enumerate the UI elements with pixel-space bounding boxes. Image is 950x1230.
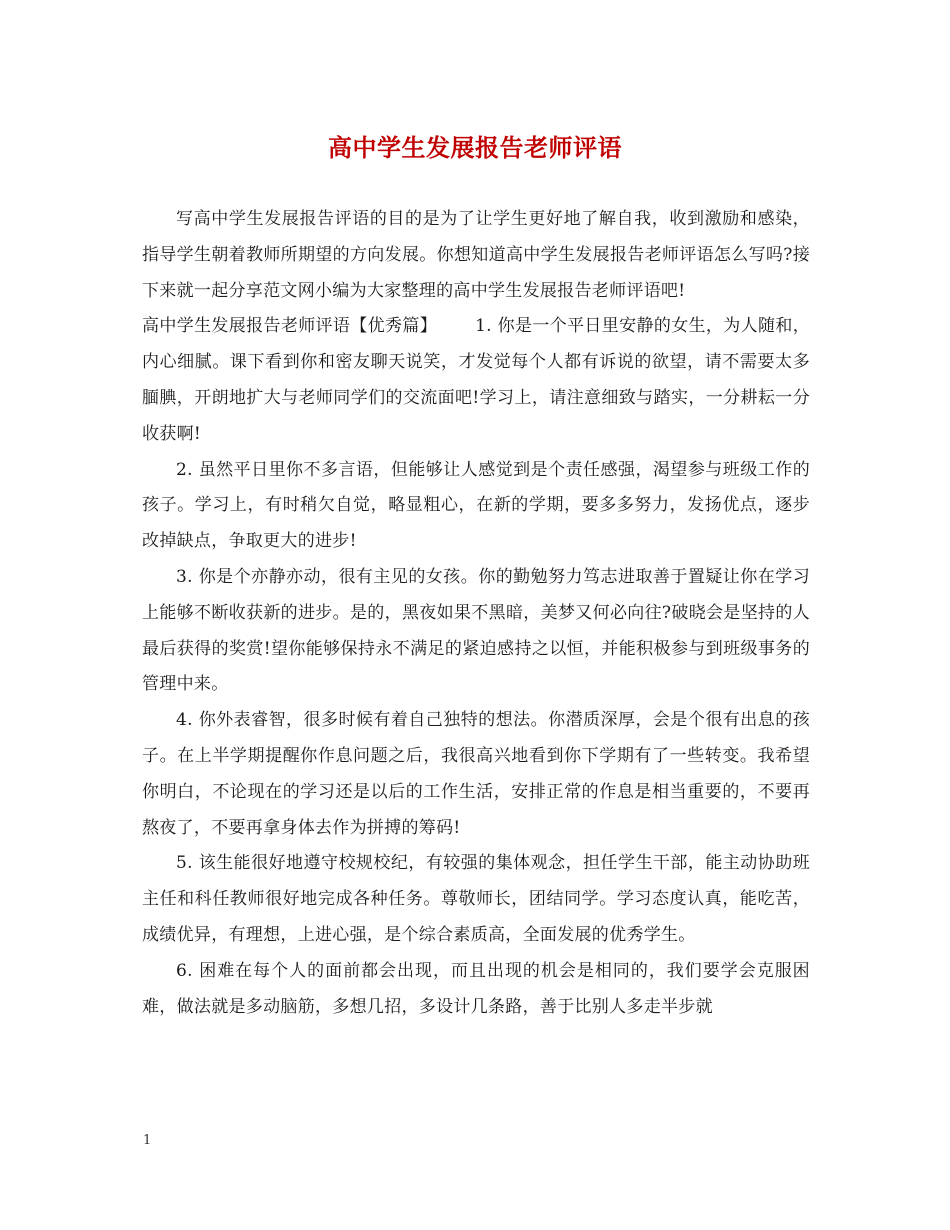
comment-item-1: 1. 你是一个平日里安静的女生，为人随和，内心细腻。课下看到你和密友聊天说笑，才发觉每个人都有诉说的欲望，请不需要太多腼腆，开朗地扩大与老师同学们的交流面吧!学习上，请注意细致与踏实，一分耕耘一分收获啊! (142, 316, 810, 444)
page-number: 1 (143, 1133, 152, 1148)
section-heading-line (142, 309, 810, 452)
comment-item-2: 2. 虽然平日里你不多言语，但能够让人感觉到是个责任感强，渴望参与班级工作的孩子。学习上，有时稍欠自觉，略显粗心，在新的学期，要多多努力，发扬优点，逐步改掉缺点，争取更大的进步! (142, 459, 810, 552)
section-heading: 高中学生发展报告老师评语【优秀篇】 (142, 316, 438, 337)
comment-item-5: 5. 该生能很好地遵守校规校纪，有较强的集体观念，担任学生干部，能主动协助班主任和科任教师很好地完成各种任务。尊敬师长，团结同学。学习态度认真，能吃苦，成绩优异，有理想，上进心强，是个综合素质高，全面发展的优秀学生。 (142, 853, 810, 945)
comment-item-3: 3. 你是个亦静亦动，很有主见的女孩。你的勤勉努力笃志进取善于置疑让你在学习上能够不断收获新的进步。是的，黑夜如果不黑暗，美梦又何必向往?破晓会是坚持的人最后获得的奖赏!望你能够保持永不满足的紧迫感持之以恒，并能积极参与到班级事务的管理中来。 (142, 566, 810, 695)
comment-item-6: 6. 困难在每个人的面前都会出现，而且出现的机会是相同的，我们要学会克服困难，做法就是多动脑筋，多想几招，多设计几条路，善于比别人多走半步就 (142, 960, 810, 1017)
document-title: 高中学生发展报告老师评语 (328, 134, 622, 162)
comment-item-4: 4. 你外表睿智，很多时候有着自己独特的想法。你潜质深厚，会是个很有出息的孩子。在上半学期提醒你作息问题之后，我很高兴地看到你下学期有了一些转变。我希望你明白，不论现在的学习还是以后的工作生活，安排正常的作息是相当重要的，不要再熬夜了，不要再拿身体去作为拼搏的筹码! (142, 710, 810, 838)
intro-paragraph: 写高中学生发展报告评语的目的是为了让学生更好地了解自我，收到激励和感染，指导学生朝着教师所期望的方向发展。你想知道高中学生发展报告老师评语怎么写吗?接下来就一起分享范文网小编为大家整理的高中学生发展报告老师评语吧! (142, 209, 810, 301)
document-body (142, 202, 810, 1025)
